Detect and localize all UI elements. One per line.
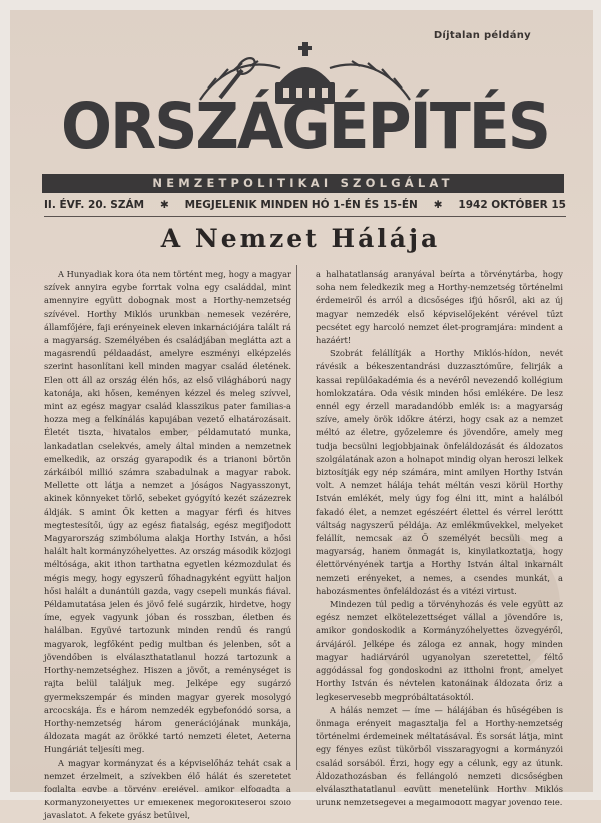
article-column-left bbox=[44, 268, 291, 823]
paragraph: a halhatatlanság aranyával beírta a törvénytárba, hogy soha nem feledkezik meg a Horthy-nemzetség történelmi érdemeiről és arról a dicsőséges ifjú hősről, aki az új magyar nemzedék első képviselőjeként vérével tűzt pecsétet egy harcoló nemzet élet-programjára: mindent a hazáért! bbox=[316, 269, 563, 346]
issue-number: II. ÉVF. 20. SZÁM bbox=[44, 199, 145, 211]
column-divider bbox=[296, 265, 297, 770]
publication-frequency: MEGJELENIK MINDEN HÓ 1-ÉN ÉS 15-ÉN bbox=[184, 199, 418, 211]
paragraph: A magyar kormányzat és a képviselőház tehát csak a nemzet érzelmeit, a szívekben élő hálát és szeretetet foglalta egybe a törvény erejével, amikor elfogadta a Kormányzóhelyettes Úr emlékének megörökítéséről szóló javaslatot. A fekete gyász betűivel, bbox=[44, 757, 291, 821]
paragraph: A Hunyadiak kora óta nem történt meg, hogy a magyar szívek annyira egybe forrtak volna egy családdal, mint amennyire együtt dobognak most a Horthy-nemzetség szívével. Horthy Miklós urunkban nemesek vezérére, államfőjére, faji erényeinek eleven inkarnációjára talált rá a magyarság. Személyében és családjában meglátta azt a magasrendű példaadást, amelyre eszményi elképzelés szerint hasonlítani kell minden magyar család életének. Elen ott áll az ország élén hős, az első világháború nagy katonája, aki hősen, keményen kézzel és meleg szívvel, mint az egész magyar család klasszikus pater familias-a hozza meg a felkínálás kapujában vezető elhatározásait. Életét tiszta, hivatalos ember, példamutató munka, lankadatlan cselekvés, amely által minden a nemzetnek emelkedik, az ország gyarapodik és a trianoni börtön zárkáiból millió számra szabadulnak a magyar rabok. Mellette ott látja a nemzet a jóságos Nagyasszonyt, akinek könnyeket törlő, sebeket gyógyító kezét százezrek áldják. S amint Ők ketten a magyar férfi és hitves megtestesítői, úgy az egész fiatalság, egész megifjodott Magyarország szimbóluma alakja Horthy István, a hősi halált halt kormányzóhelyettes. Az ország második közjogi méltósága, akit ithon tarthatna egyetlen kézmozdulat és mégis megy, hogy egyszerű főhadnagyként együtt haljon hősi halált a dunántúli gazda, vagy csepeli munkás fiával. Példamutatása jelen és jövő felé sugárzik, hirdetve, hogy íme, egyek vagyunk jóban és rosszban, életben és halálban. Együvé tartozunk minden rendű és rangú magyarok, legfőként pedig multban és jelenben, sőt a jövendőben is elválaszthatatlanul hozzá tartozunk a Horthy-nemzetséghez. Hiszen a jövőt, a reménységet is rajta belül találjuk meg. Jelképe egy sugárzó gyermekszempár és minden magyar gyerek mosolygó arcocskája. És e három nemzedék egybefonódó sorsa, a Horthy-nemzetség három generációjának munkája, áldozata magát az örökké tartó nemzeti életet, Aeterna Hungáriát teljesíti meg. bbox=[44, 269, 291, 755]
issue-separator: ✱ bbox=[433, 199, 443, 211]
issue-date: 1942 OKTÓBER 15 bbox=[458, 199, 566, 211]
paragraph: A hálás nemzet — íme — hálájában és hűségében is önmaga erényeit magasztalja fel a Horthy-nemzetség történelmi érdemeinek méltatásával. És sorsát látja, mint egy fényes ezüst tükörből visszaragyogni a kormányzói család sorsából. Érzi, hogy egy a célunk, egy az útunk. Áldozathozásban és fellángoló nemzeti dicsőségben elválaszthatatlanul együtt menetelünk Horthy Miklós urunk nemzetségével a megálmodott magyar jövendő felé. bbox=[316, 704, 563, 808]
issue-separator: ✱ bbox=[159, 199, 169, 211]
newspaper-subtitle-bar: NEMZETPOLITIKAI SZOLGÁLAT bbox=[42, 174, 564, 193]
paragraph: Mindezen túl pedig a törvényhozás és vele együtt az egész nemzet elkötelezettséget vállal a jövendőre is, amikor gondoskodik a Kormányzóhelyettes özvegyéről, árvájáról. Jelképe és záloga ez annak, hogy minden magyar hadiárváról ugyanolyan szeretettel, féltő aggódással fog gondoskodni az ittholni front, amelyet Horthy István és névtelen katonáinak áldozata őriz a legkeservesebb megpróbáltatásoktól. bbox=[316, 599, 563, 702]
article-column-right bbox=[316, 268, 563, 809]
newspaper-title: ORSZÁGÉPÍTÉS bbox=[60, 90, 550, 164]
paragraph: Szobrát felállítják a Horthy Miklós-hídon, nevét rávésik a békeszentandrási duzzasztóműre, felirják a kassai repülőakadémia és a nevéről nevezendő kollégium homlokzatára. Oda vésik minden hősi emlékére. De lesz ennél egy érzell maradandóbb emlék is: a magyarság szíve, amely örök időkre átérzi, hogy csak az a nemzet méltó az életre, győzelemre és jövendőre, amely meg tudja becsülni legjobbjainak önfeláldozását és áldozatos szolgálatának azon a holnapot mindig olyan heroszi lelkek biztosítják egy nép számára, mint amilyen Horthy István volt. A nemzet hálája tehát méltán veszi körül Horthy István emlékét, mely úgy fog élni itt, mint a halálból fakadó élet, a nemzet egészéért élettel és vérrel leróttt váltság nagyszerű példája. Az emlékművekkel, melyeket felállít, nemcsak az Ő személyét becsüli meg a magyarság, hanem önmagát is, kinyilatkoztatja, hogy élettörvényének tartja a Horthy István által inkarnált nemzeti erényeket, a nemes, a csendes munkát, a habozásmentes önfeláldozást és a vitézi virtust. bbox=[316, 348, 563, 596]
article-headline: A Nemzet Hálája bbox=[160, 224, 441, 253]
issue-line bbox=[44, 199, 566, 211]
free-copy-stamp: Díjtalan példány bbox=[433, 30, 531, 41]
header-rule bbox=[44, 216, 566, 217]
